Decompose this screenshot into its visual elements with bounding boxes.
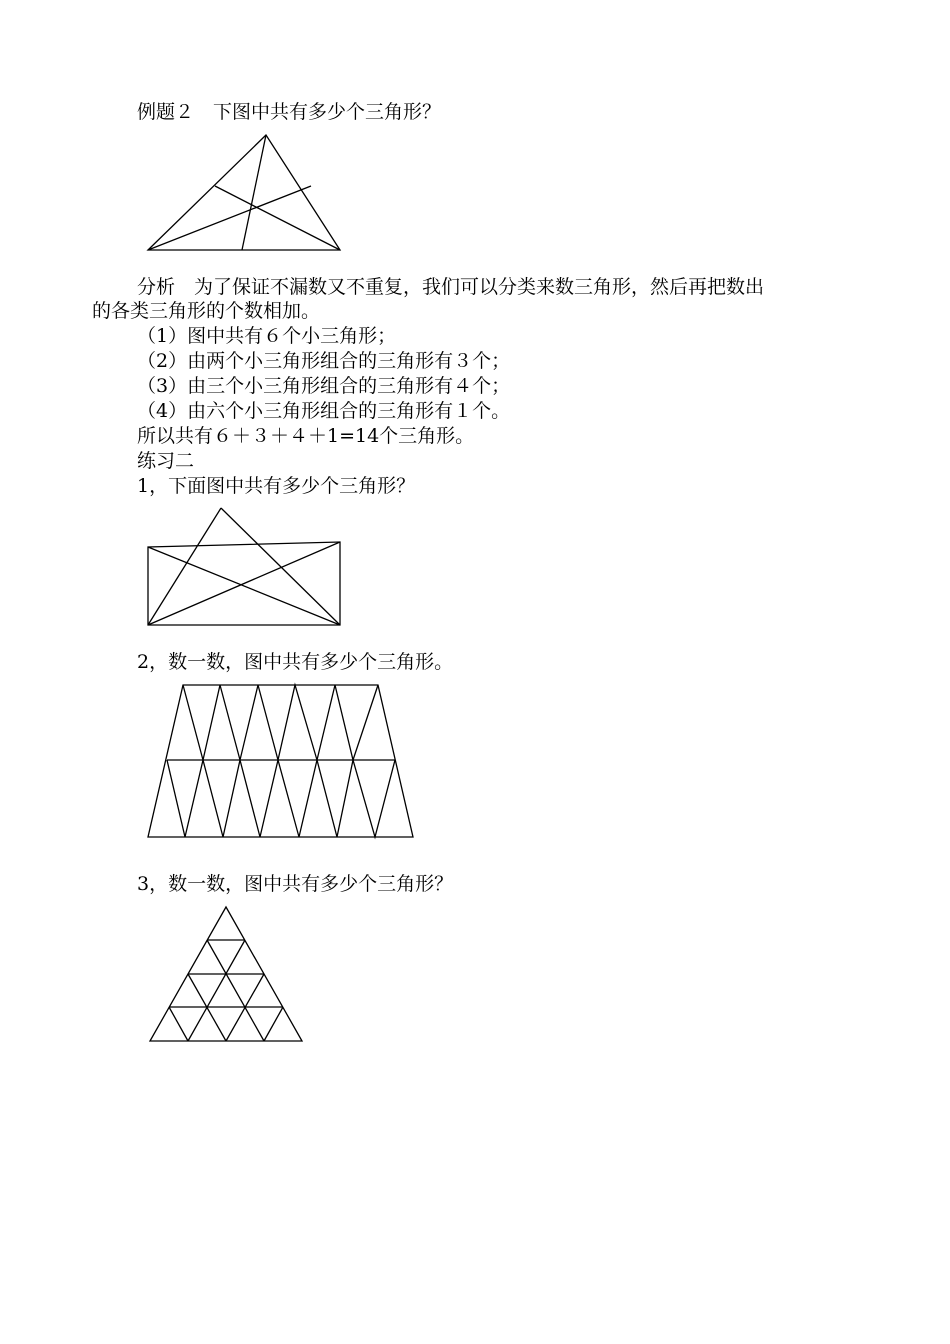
conclusion: 所以共有６＋３＋４＋1=14个三角形。 [137,425,475,447]
example-triangle-figure [140,130,350,255]
step-2: （2）由两个小三角形组合的三角形有３个； [137,350,511,372]
q3-figure [145,902,310,1047]
step-3: （3）由三个小三角形组合的三角形有４个； [137,375,511,397]
question-2: 2，数一数，图中共有多少个三角形。 [137,651,454,673]
step-4: （4）由六个小三角形组合的三角形有１个。 [137,400,511,422]
step-1: （1）图中共有６个小三角形； [137,325,397,347]
example-title: 例题２ 下图中共有多少个三角形？ [137,101,442,123]
question-1: 1，下面图中共有多少个三角形？ [137,475,416,497]
analysis-line-1: 分析 为了保证不漏数又不重复，我们可以分类来数三角形，然后再把数出 [137,276,765,298]
practice-heading: 练习二 [137,450,195,472]
analysis-line-2: 的各类三角形的个数相加。 [92,300,321,322]
question-3: 3，数一数，图中共有多少个三角形？ [137,873,454,895]
q2-figure [145,680,420,845]
q1-figure [145,505,345,630]
